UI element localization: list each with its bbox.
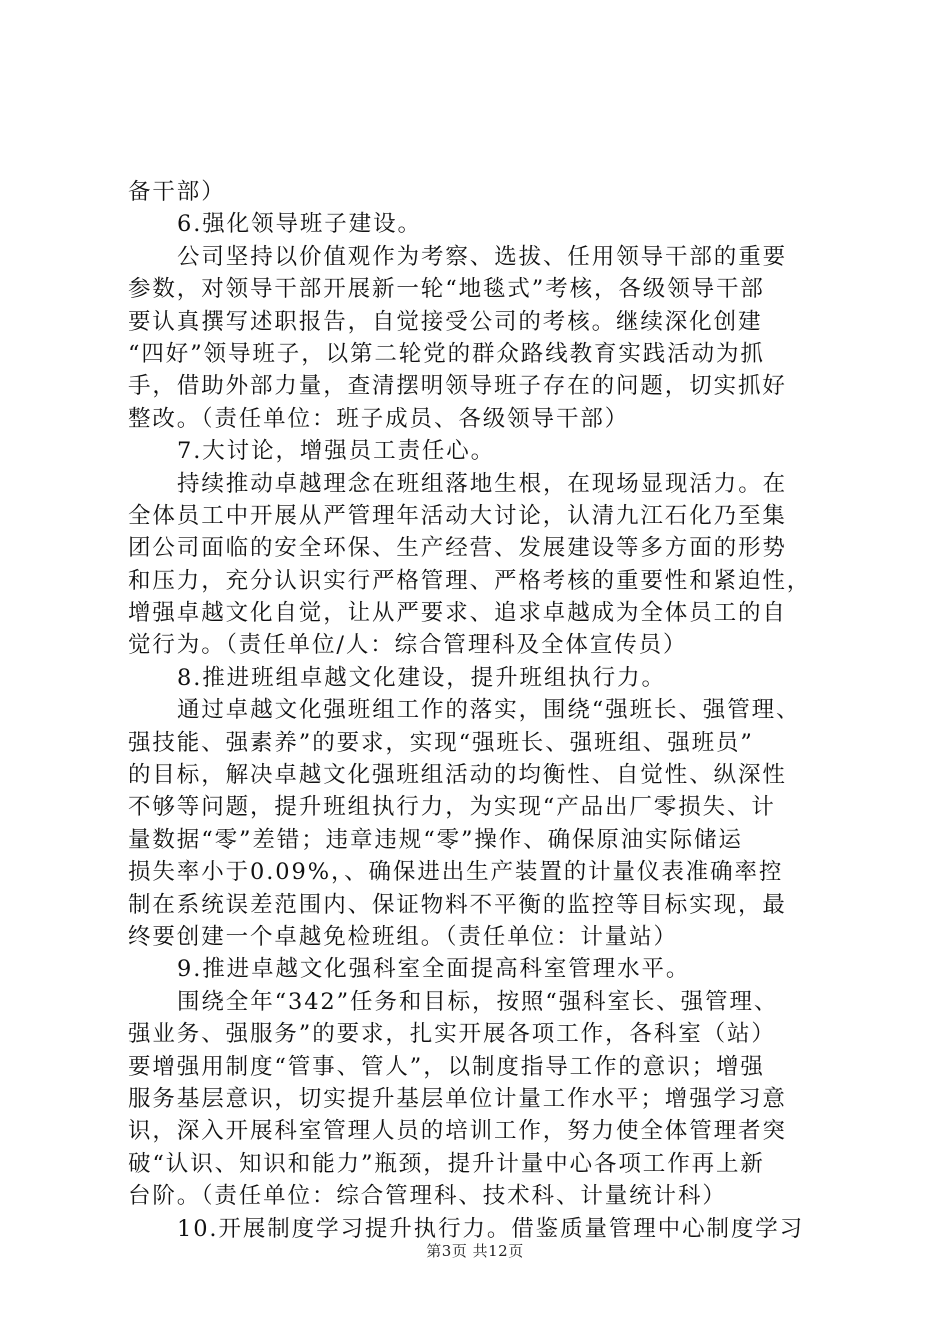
text-line: 围绕全年“342”任务和目标，按照“强科室长、强管理、 xyxy=(177,988,779,1015)
text-line: 要增强用制度“管事、管人”，以制度指导工作的意识；增强 xyxy=(128,1053,765,1080)
text-line: 整改。（责任单位：班子成员、各级领导干部） xyxy=(128,405,630,432)
text-line: 的目标，解决卓越文化强班组活动的均衡性、自觉性、纵深性 xyxy=(128,762,787,789)
text-line: 9.推进卓越文化强科室全面提高科室管理水平。 xyxy=(177,956,691,983)
text-line: 终要创建一个卓越免检班组。（责任单位：计量站） xyxy=(128,923,678,950)
text-line: 通过卓越文化强班组工作的落实，围绕“强班长、强管理、 xyxy=(177,697,801,724)
text-line: 要认真撰写述职报告，自觉接受公司的考核。继续深化创建 xyxy=(128,308,763,335)
text-line: 强技能、强素养”的要求，实现“强班长、强班组、强班员” xyxy=(128,729,754,756)
text-line: 增强卓越文化自觉，让从严要求、追求卓越成为全体员工的自 xyxy=(128,600,787,627)
text-line: 6.强化领导班子建设。 xyxy=(177,211,422,238)
text-line: 持续推动卓越理念在班组落地生根，在现场显现活力。在 xyxy=(177,470,788,497)
text-line: 不够等问题，提升班组执行力，为实现“产品出厂零损失、计 xyxy=(128,794,776,821)
page-number-footer: 第3页 共12页 xyxy=(426,1242,524,1260)
text-line: 识，深入开展科室管理人员的培训工作，努力使全体管理者突 xyxy=(128,1118,787,1145)
text-line: 8.推进班组卓越文化建设，提升班组执行力。 xyxy=(177,664,666,691)
text-line: 团公司面临的安全环保、生产经营、发展建设等多方面的形势 xyxy=(128,535,787,562)
text-line: 强业务、强服务”的要求，扎实开展各项工作，各科室（站） xyxy=(128,1021,776,1048)
text-line: 台阶。（责任单位：综合管理科、技术科、计量统计科） xyxy=(128,1183,727,1210)
text-line: 量数据“零”差错；违章违规“零”操作、确保原油实际储运 xyxy=(128,826,743,853)
text-line: 手，借助外部力量，查清摆明领导班子存在的问题，切实抓好 xyxy=(128,373,787,400)
text-line: 损失率小于0.09%，、确保进出生产装置的计量仪表准确率控 xyxy=(128,859,784,886)
text-line: 觉行为。（责任单位/人：综合管理科及全体宣传员） xyxy=(128,632,688,659)
document-body xyxy=(128,176,840,1245)
text-line: 公司坚持以价值观作为考察、选拔、任用领导干部的重要 xyxy=(177,243,788,270)
text-line: 参数，对领导干部开展新一轮“地毯式”考核，各级领导干部 xyxy=(128,276,765,303)
text-line: 服务基层意识，切实提升基层单位计量工作水平；增强学习意 xyxy=(128,1085,787,1112)
text-line: 7.大讨论，增强员工责任心。 xyxy=(177,438,496,465)
text-line: 制在系统误差范围内、保证物料不平衡的监控等目标实现，最 xyxy=(128,891,787,918)
text-line: 破“认识、知识和能力”瓶颈，提升计量中心各项工作再上新 xyxy=(128,1150,765,1177)
text-line: “四好”领导班子，以第二轮党的群众路线教育实践活动为抓 xyxy=(128,340,765,367)
text-line: 备干部） xyxy=(128,179,226,205)
text-line: 和压力，充分认识实行严格管理、严格考核的重要性和紧迫性， xyxy=(128,567,812,594)
text-line: 全体员工中开展从严管理年活动大讨论，认清九江石化乃至集 xyxy=(128,502,787,529)
text-line: 10.开展制度学习提升执行力。借鉴质量管理中心制度学习 xyxy=(177,1215,805,1242)
